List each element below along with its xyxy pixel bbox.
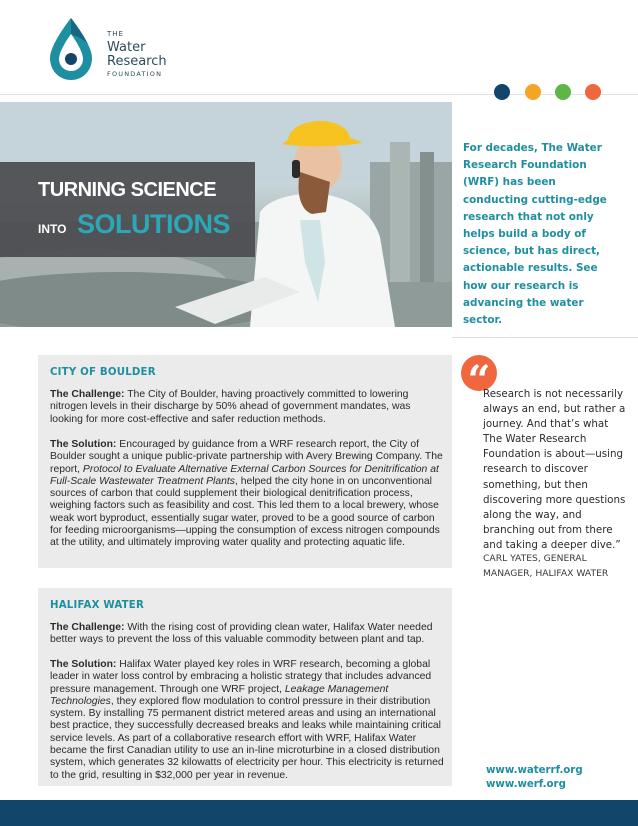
green-dot-icon [555, 84, 571, 100]
footer-bar [0, 800, 638, 826]
hero-title-into: INTO [38, 222, 67, 236]
water-drop-logo-icon [46, 16, 96, 82]
solution-label: The Solution: [50, 439, 117, 450]
solution-text-1: Halifax Water played key roles in WRF research, becoming a global leader in water loss control by embracing a holistic strategy that includes advanced pressure management. Through one WRF project, [50, 659, 432, 695]
intro-divider [452, 337, 638, 338]
challenge-text: With the rising cost of providing clean water, Halifax Water needed better ways to prevent the loss of this valuable commodity between plant and tap. [50, 622, 433, 646]
link-waterrf[interactable]: www.waterrf.org [486, 765, 583, 776]
navy-dot-icon [494, 84, 510, 100]
report-title: Protocol to Evaluate Alternative External Carbon Sources for Denitrification at Full-Scale Wastewater Treatment Plants [50, 463, 439, 487]
hero-title: TURNING SCIENCE [38, 179, 217, 201]
case-study-halifax [38, 588, 452, 786]
hero-title-solutions: SOLUTIONS [77, 209, 231, 239]
challenge-label: The Challenge: [50, 622, 125, 633]
solution-paragraph [50, 659, 445, 782]
solution-text-1: Encouraged by guidance from a WRF research report, the City of Boulder sought a unique public-private partnership with Avery Brewing Company. The report, [50, 439, 443, 475]
website-links [486, 764, 583, 792]
brand-name-line2: Research [107, 54, 167, 69]
orange-dot-icon [525, 84, 541, 100]
quote-text: Research is not necessarily always an end, but rather a journey. And that’s what The Water Research Foundation is about—using research to discover something, but then discovering more questions along the way, and branching out from there and taking a deeper dive.” [483, 388, 626, 551]
solution-text-2: , they explored flow modulation to control pressure in their distribution system. By installing 75 permanent district metered areas and using an international best practice, they successfully decreased breaks and leaks while maintaining critical service levels. As part of a collaborative research effort with WRF, Halifax Water became the first Canadian utility to use an in-line microturbine in a closed distribution system, which generates 32 kilowatts of electricity per hour. This electricity is returned to the grid, resulting in $32,000 per year in revenue. [50, 695, 444, 781]
header-divider [0, 94, 638, 95]
quote-mark-icon: “ [461, 355, 497, 391]
case-title: HALIFAX WATER [50, 600, 144, 611]
brand-foundation: FOUNDATION [107, 70, 163, 78]
brand-the: THE [107, 30, 124, 38]
challenge-label: The Challenge: [50, 389, 125, 400]
solution-paragraph [50, 439, 445, 550]
intro-text: For decades, The Water Research Foundation (WRF) has been conducting cutting-edge research that not only helps build a body of science, but has direct, actionable results. See how our research is advancing the water sector. [463, 142, 607, 327]
challenge-paragraph [50, 389, 445, 426]
link-werf[interactable]: www.werf.org [486, 779, 566, 790]
solution-text-2: , helped the city hone in on unconventional sources of carbon that could supplement their biological denitrification process, weighing factors such as feasibility and cost. This led them to a local brewery, whose weak wort byproduct, essentially sugar water, proved to be a good source of carbon for feeding microorganisms—upping the consumption of excess nitrogen compounds at the utility, and ultimately improving water quality and protecting aquatic life. [50, 475, 440, 549]
coral-dot-icon [585, 84, 601, 100]
solution-label: The Solution: [50, 659, 117, 670]
challenge-text: The City of Boulder, having proactively committed to lowering nitrogen levels in their discharge by 50% ahead of government mandates, was looking for more cost-effective and safer reduction methods. [50, 389, 411, 425]
quote-attribution: CARL YATES, GENERAL MANAGER, HALIFAX WATER [483, 553, 609, 579]
header [0, 0, 638, 96]
project-title: Leakage Management Technologies [50, 683, 389, 707]
challenge-paragraph [50, 622, 445, 647]
brand-wordmark [107, 31, 167, 78]
case-study-boulder [38, 355, 452, 568]
case-title: CITY OF BOULDER [50, 367, 156, 378]
brand-name-line1: Water [107, 40, 146, 55]
